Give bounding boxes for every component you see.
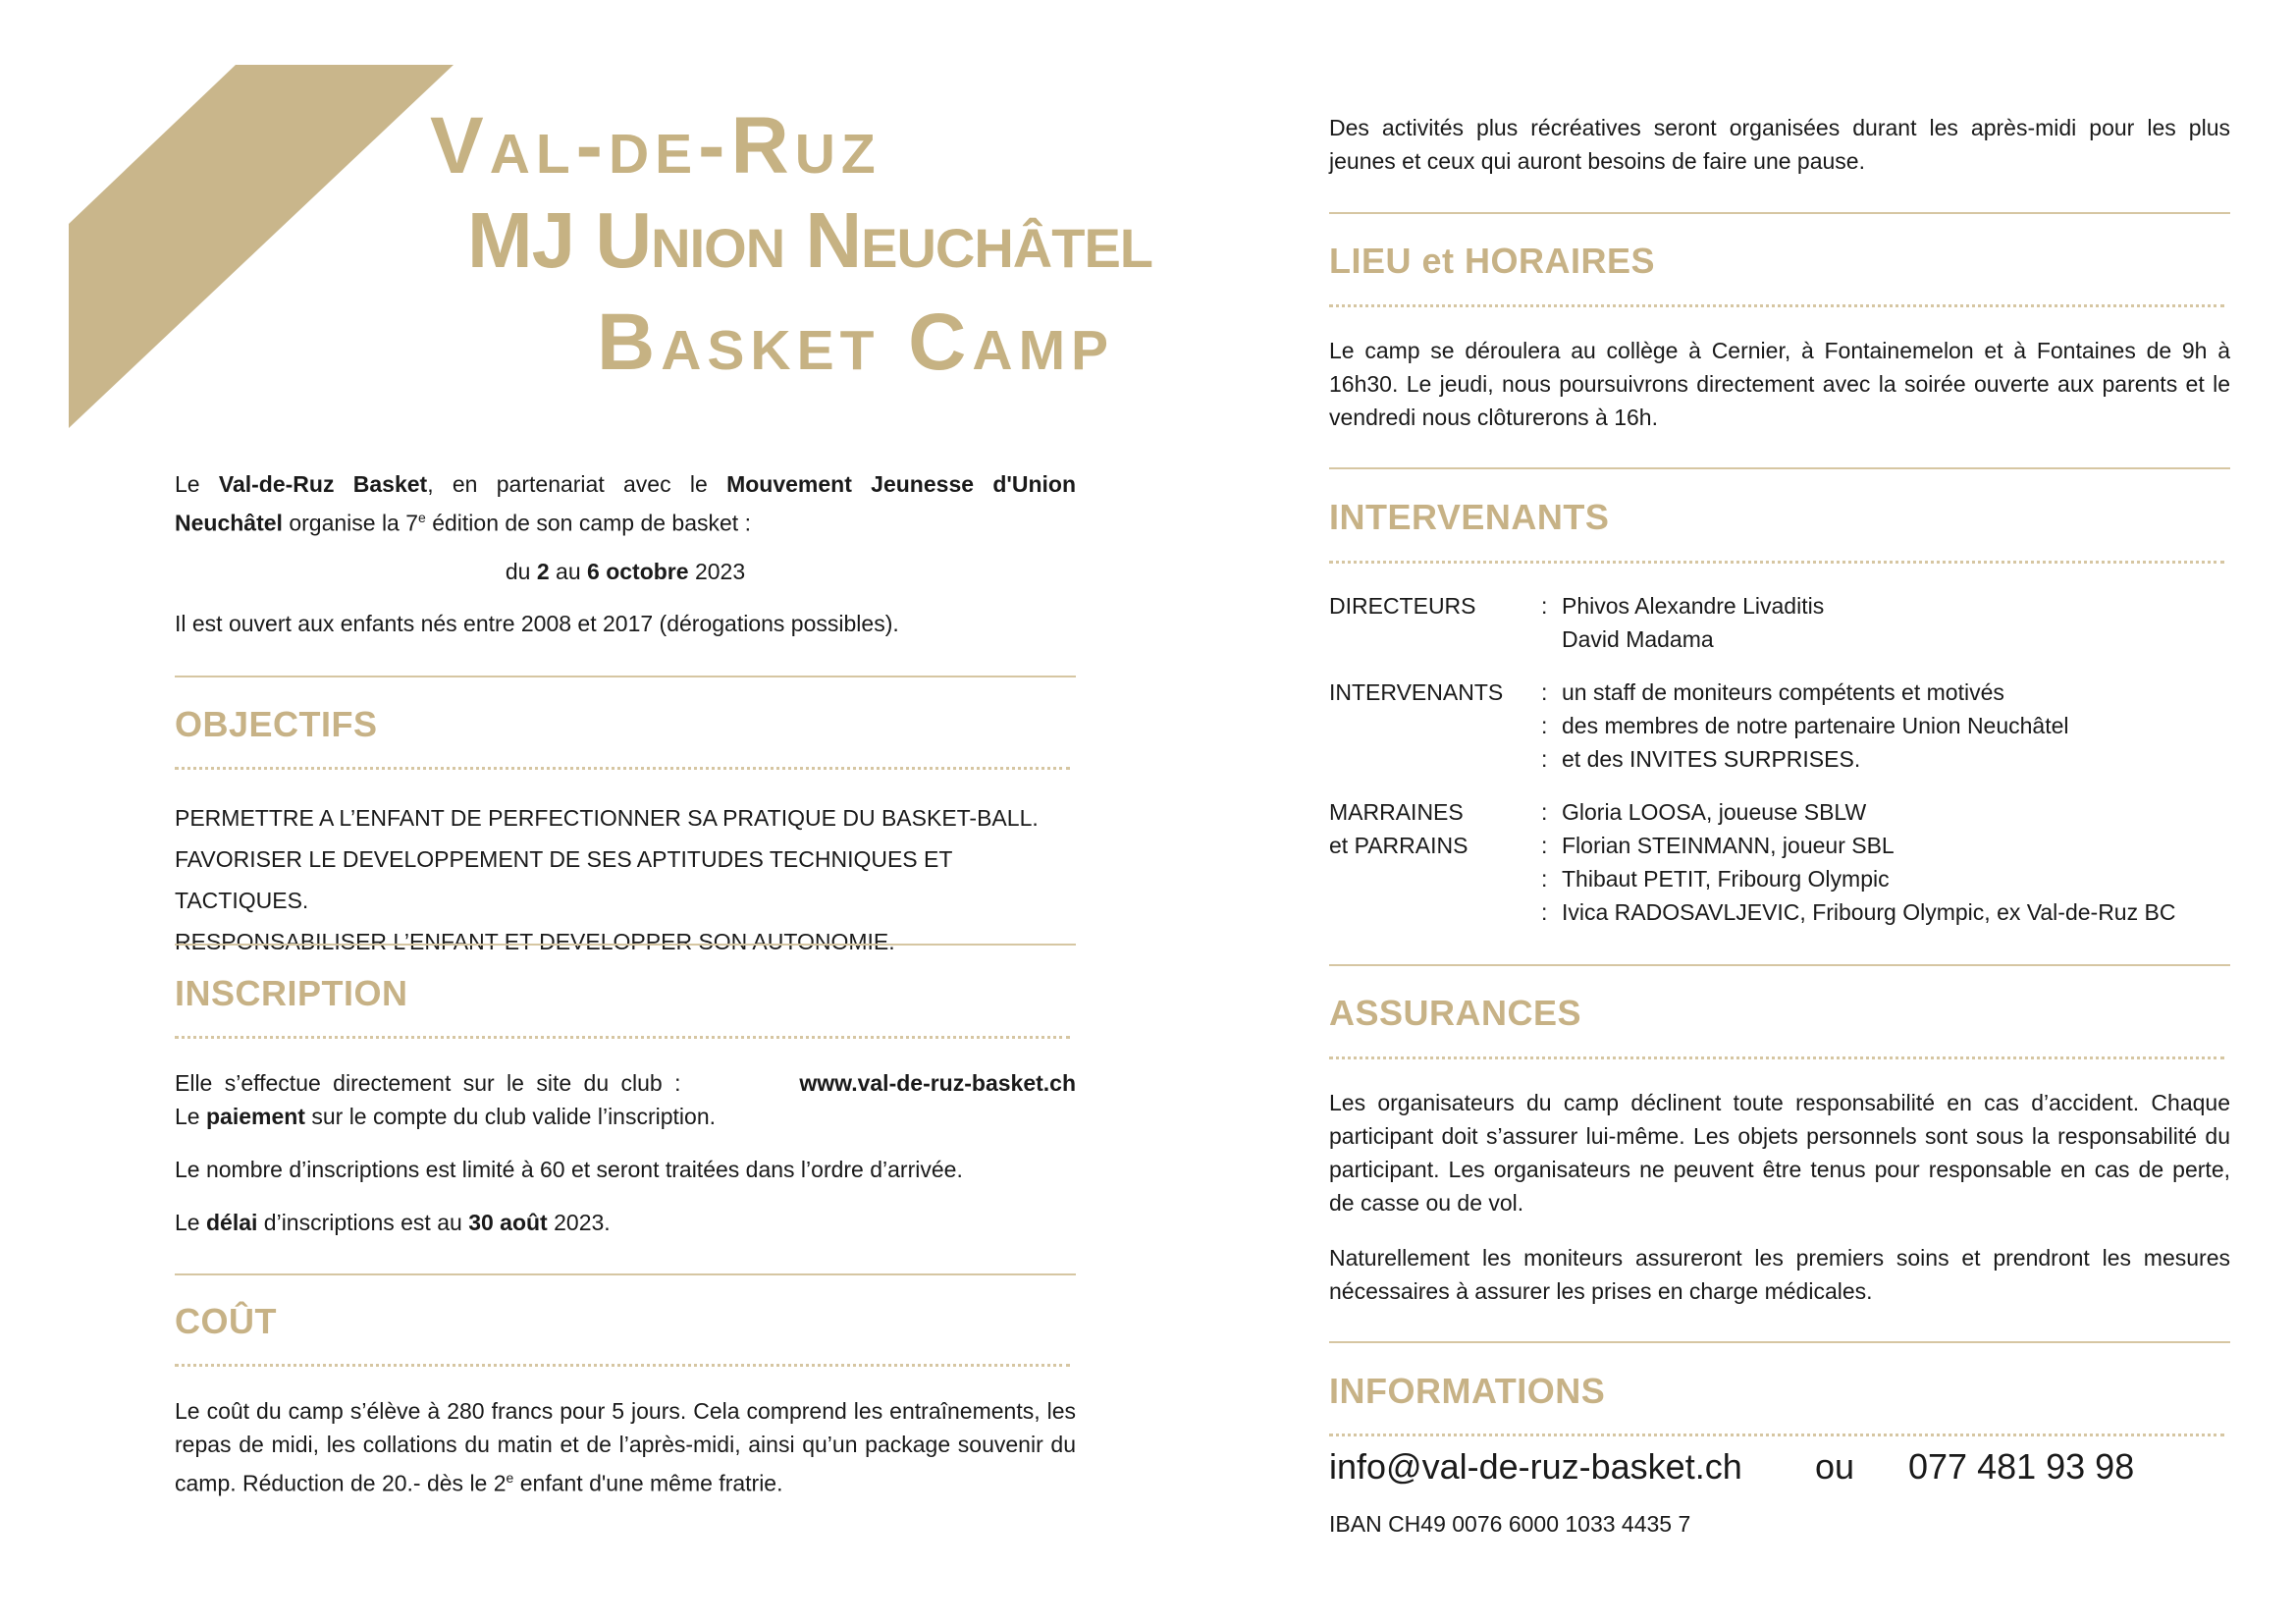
intro-text: , en partenariat avec le <box>427 471 727 497</box>
dotted-divider <box>1329 304 2224 307</box>
colon: : <box>1541 593 1548 619</box>
objectif-item: PERMETTRE A L’ENFANT DE PERFECTIONNER SA PRATIQUE DU BASKET-BALL. <box>175 805 1039 831</box>
section-title-informations: INFORMATIONS <box>1329 1371 1606 1411</box>
partner-name: Mouvement Jeunesse d'Union Neuchâtel <box>175 471 1076 536</box>
activites-paragraph: Des activités plus récréatives seront organisées durant les après-midi pour les plus jeunes et ceux qui auront besoins de faire une pause. <box>1329 115 2230 174</box>
inscription-text: 2023. <box>547 1210 611 1235</box>
directeur-name: David Madama <box>1562 626 1714 652</box>
section-title-lieu: LIEU et HORAIRES <box>1329 241 1656 281</box>
assurances-paragraph-2: Naturellement les moniteurs assureront les premiers soins et prendront les mesures nécessaires à assurer les prises en charge médicales. <box>1329 1245 2230 1304</box>
intervenants-row <box>1329 676 2230 709</box>
dotted-divider <box>1329 1056 2224 1059</box>
parrains-row <box>1329 895 2230 929</box>
parrains-label: et PARRAINS <box>1329 833 1468 858</box>
intro-paragraph <box>175 467 1076 540</box>
objectif-item: RESPONSABILISER L’ENFANT ET DEVELOPPER SON AUTONOMIE. <box>175 929 895 954</box>
title-line-1 <box>430 101 881 190</box>
cout-text: enfant d'une même fratrie. <box>513 1470 783 1496</box>
camp-dates <box>175 555 1076 588</box>
title-line-3 <box>597 298 1115 387</box>
parrain-item: Ivica RADOSAVLJEVIC, Fribourg Olympic, ex Val-de-Ruz BC <box>1562 899 2176 925</box>
directeur-name: Phivos Alexandre Livaditis <box>1562 593 1825 619</box>
date-year: 2023 <box>688 559 746 584</box>
deadline-date: 30 août <box>468 1210 548 1235</box>
inscription-text: d’inscriptions est au <box>257 1210 469 1235</box>
club-website-link[interactable]: www.val-de-ruz-basket.ch <box>799 1070 1076 1096</box>
colon: : <box>1541 679 1548 705</box>
contact-phone[interactable]: 077 481 93 98 <box>1908 1446 2135 1487</box>
lieu-paragraph: Le camp se déroulera au collège à Cernier, à Fontainemelon et à Fontaines de 9h à 16h30. Le jeudi, nous poursuivrons directement avec la soirée ouverte aux parents et le vendredi nous clôturerons à 16h. <box>1329 338 2230 430</box>
directeurs-row <box>1329 623 2230 656</box>
assurances-paragraph-1: Les organisateurs du camp déclinent toute responsabilité en cas d’accident. Chaque participant doit s’assurer lui-même. Les objets personnels sont sous la responsabilité du participant. Les organisateurs ne peuvent être tenus pour responsable en cas de perte, de casse ou de vol. <box>1329 1090 2230 1216</box>
marraines-label: MARRAINES <box>1329 799 1464 825</box>
intervenants-row <box>1329 709 2230 742</box>
inscription-limit: Le nombre d’inscriptions est limité à 60 et seront traitées dans l’ordre d’arrivée. <box>175 1157 963 1182</box>
contact-or: ou <box>1815 1446 1855 1487</box>
divider <box>175 1273 1076 1275</box>
title-line-2-text: MJ Union Neuchâtel <box>467 196 1153 284</box>
intro-text: Le <box>175 471 219 497</box>
section-title-cout: COÛT <box>175 1301 277 1341</box>
parrains-block <box>1329 795 2230 929</box>
parrain-item: Florian STEINMANN, joueur SBL <box>1562 833 1895 858</box>
inscription-text: Le <box>175 1210 206 1235</box>
payment-word: paiement <box>205 1104 305 1129</box>
intervenants-row <box>1329 742 2230 776</box>
colon: : <box>1541 746 1548 772</box>
date-start: 2 <box>536 559 550 584</box>
intervenants-block <box>1329 676 2230 776</box>
superscript: e <box>506 1470 514 1486</box>
dotted-divider <box>1329 561 2224 564</box>
inscription-payment <box>175 1100 1076 1133</box>
dotted-divider <box>1329 1434 2224 1436</box>
dotted-divider <box>175 1364 1070 1367</box>
deadline-word: délai <box>205 1210 258 1235</box>
colon: : <box>1541 899 1548 925</box>
section-title-assurances: ASSURANCES <box>1329 993 1582 1033</box>
parrain-item: Thibaut PETIT, Fribourg Olympic <box>1562 866 1890 892</box>
date-text: au <box>549 559 588 584</box>
title-line-3-text: Basket Camp <box>597 298 1115 387</box>
cout-paragraph <box>175 1394 1076 1500</box>
parrains-row <box>1329 862 2230 895</box>
divider <box>1329 212 2230 214</box>
iban: IBAN CH49 0076 6000 1033 4435 7 <box>1329 1511 1691 1537</box>
colon: : <box>1541 799 1548 825</box>
age-range: Il est ouvert aux enfants nés entre 2008 et 2017 (dérogations possibles). <box>175 611 899 636</box>
header-banner-shape <box>69 65 461 428</box>
intervenant-item: et des INVITES SURPRISES. <box>1562 746 1861 772</box>
parrain-item: Gloria LOOSA, joueuse SBLW <box>1562 799 1867 825</box>
cout-text: Le coût du camp s’élève à 280 francs pour 5 jours. Cela comprend les entraînements, les repas de midi, les collations du matin et de l’après-midi, ainsi qu’un package souvenir du camp. Réduction de 20.- dès le 2 <box>175 1398 1076 1496</box>
divider <box>175 676 1076 677</box>
contact-email[interactable]: info@val-de-ruz-basket.ch <box>1329 1446 1742 1487</box>
parrains-row <box>1329 795 2230 829</box>
directeurs-label: DIRECTEURS <box>1329 593 1476 619</box>
colon: : <box>1541 833 1548 858</box>
divider <box>1329 1341 2230 1343</box>
intro-text: édition de son camp de basket : <box>425 510 751 536</box>
intervenant-item: des membres de notre partenaire Union Neuchâtel <box>1562 713 2069 738</box>
title-line-1-text: Val-de-Ruz <box>430 101 881 190</box>
section-title-inscription: INSCRIPTION <box>175 973 408 1013</box>
divider <box>1329 467 2230 469</box>
date-end: 6 octobre <box>587 559 689 584</box>
inscription-text: Elle s’effectue directement sur le site du club : <box>175 1070 681 1096</box>
directeurs-row <box>1329 589 2230 623</box>
colon: : <box>1541 866 1548 892</box>
inscription-text: Le <box>175 1104 206 1129</box>
directeurs-block <box>1329 589 2230 656</box>
contact-row <box>1329 1445 2230 1489</box>
intervenant-item: un staff de moniteurs compétents et motivés <box>1562 679 2004 705</box>
date-text: du <box>505 559 537 584</box>
intervenants-label: INTERVENANTS <box>1329 679 1504 705</box>
inscription-text: sur le compte du club valide l’inscription. <box>304 1104 717 1129</box>
section-title-intervenants: INTERVENANTS <box>1329 497 1610 537</box>
divider <box>175 944 1076 946</box>
divider <box>1329 964 2230 966</box>
inscription-deadline <box>175 1206 1076 1239</box>
title-line-2 <box>467 196 1153 284</box>
objectif-item: FAVORISER LE DEVELOPPEMENT DE SES APTITUDES TECHNIQUES ET TACTIQUES. <box>175 846 953 913</box>
superscript: e <box>418 510 426 525</box>
dotted-divider <box>175 1036 1070 1039</box>
inscription-site-line <box>175 1066 1076 1100</box>
colon: : <box>1541 713 1548 738</box>
dotted-divider <box>175 767 1070 770</box>
club-name: Val-de-Ruz Basket <box>218 471 428 497</box>
intro-text: organise la 7 <box>282 510 419 536</box>
objectifs-list <box>175 797 1076 962</box>
parrains-row <box>1329 829 2230 862</box>
section-title-objectifs: OBJECTIFS <box>175 704 378 744</box>
